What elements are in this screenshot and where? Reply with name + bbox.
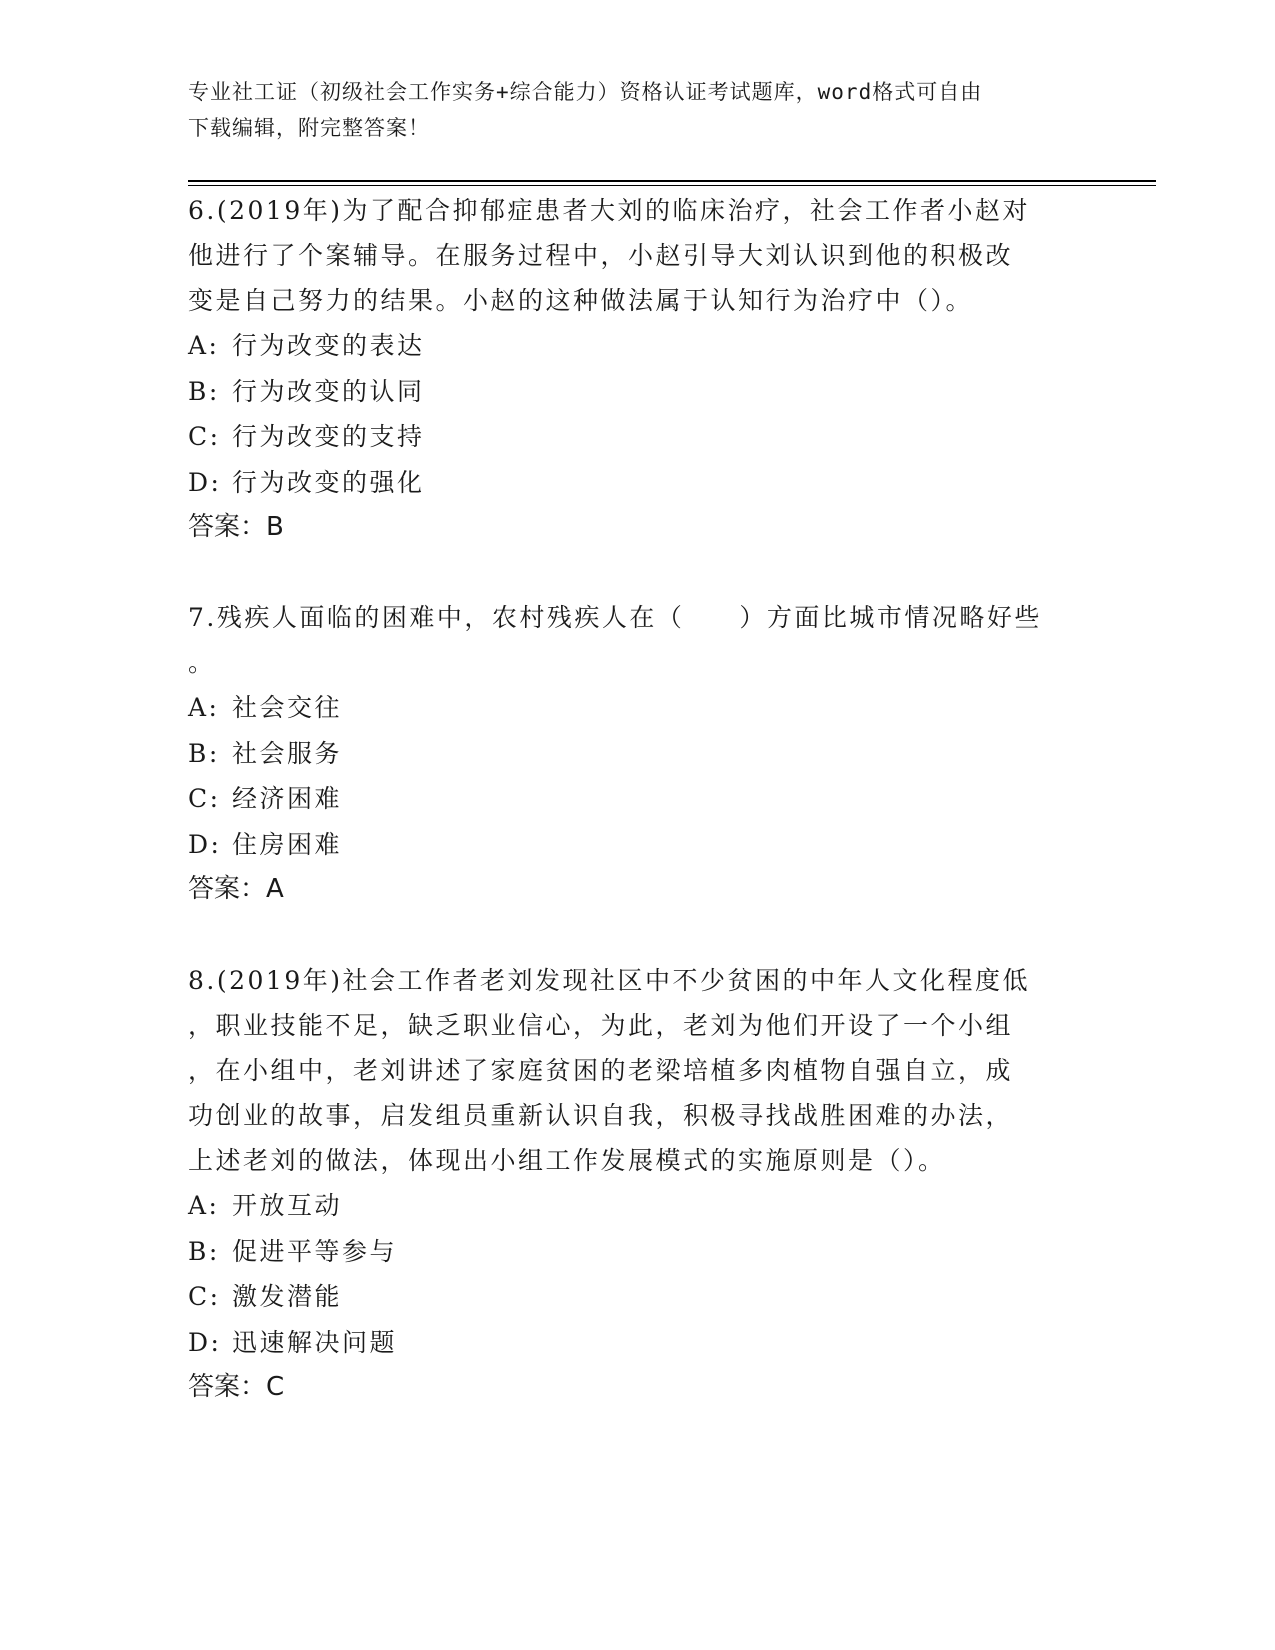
question-stem-line: 上述老刘的做法，体现出小组工作发展模式的实施原则是（）。	[188, 1146, 946, 1175]
header-line-2: 下载编辑，附完整答案！	[188, 116, 430, 140]
option-a	[188, 685, 1088, 731]
question-stem-line: ，在小组中，老刘讲述了家庭贫困的老梁培植多肉植物自强自立，成	[188, 1056, 1014, 1085]
option-c	[188, 1274, 1088, 1320]
option-a	[188, 1183, 1088, 1229]
question-stem-line: 他进行了个案辅导。在服务过程中，小赵引导大刘认识到他的积极改	[188, 241, 1014, 270]
question-7	[188, 595, 1088, 912]
question-stem-line: 功创业的故事，启发组员重新认识自我，积极寻找战胜困难的办法，	[188, 1101, 1014, 1130]
option-b	[188, 731, 1088, 777]
option-key: B:	[188, 1236, 220, 1266]
header-divider-thin	[188, 185, 1156, 186]
option-text: 住房困难	[232, 829, 343, 859]
question-8	[188, 958, 1088, 1410]
question-stem-line: 8.(2019年)社会工作者老刘发现社区中不少贫困的中年人文化程度低	[188, 966, 1030, 995]
option-key: A:	[188, 693, 220, 722]
option-text: 激发潜能	[232, 1282, 343, 1311]
header-divider-thick	[188, 180, 1156, 182]
option-text: 行为改变的强化	[232, 467, 425, 497]
option-key: D:	[188, 1327, 222, 1357]
answer-line: 答案：A	[188, 874, 284, 904]
question-stem-line: 。	[188, 648, 216, 677]
option-text: 行为改变的支持	[232, 422, 425, 451]
answer-line: 答案：B	[188, 512, 284, 542]
question-stem-line: 7.残疾人面临的困难中，农村残疾人在（ ）方面比城市情况略好些	[188, 603, 1042, 632]
option-key: C:	[188, 784, 221, 813]
option-text: 经济困难	[232, 784, 343, 813]
question-stem-line: 6.(2019年)为了配合抑郁症患者大刘的临床治疗，社会工作者小赵对	[188, 196, 1030, 225]
option-text: 行为改变的表达	[232, 331, 425, 360]
option-key: C:	[188, 422, 221, 451]
option-c	[188, 776, 1088, 822]
option-b	[188, 1229, 1088, 1275]
document-header	[188, 74, 1088, 146]
option-key: B:	[188, 376, 220, 406]
option-a	[188, 323, 1088, 369]
option-key: C:	[188, 1282, 221, 1311]
question-stem-line: ，职业技能不足，缺乏职业信心，为此，老刘为他们开设了一个小组	[188, 1011, 1014, 1040]
option-key: A:	[188, 1191, 220, 1220]
option-key: D:	[188, 829, 222, 859]
question-stem-line: 变是自己努力的结果。小赵的这种做法属于认知行为治疗中（）。	[188, 286, 974, 315]
option-d	[188, 822, 1088, 868]
option-d	[188, 1320, 1088, 1366]
header-line-1: 专业社工证（初级社会工作实务+综合能力）资格认证考试题库，word格式可自由	[188, 80, 983, 104]
question-6	[188, 188, 1088, 550]
option-text: 迅速解决问题	[232, 1327, 398, 1357]
option-text: 开放互动	[232, 1191, 343, 1220]
option-text: 社会服务	[232, 738, 343, 768]
option-text: 社会交往	[232, 693, 343, 722]
option-c	[188, 414, 1088, 460]
option-text: 促进平等参与	[232, 1236, 398, 1266]
option-d	[188, 460, 1088, 506]
option-key: A:	[188, 331, 220, 360]
option-key: D:	[188, 467, 222, 497]
answer-line: 答案：C	[188, 1372, 285, 1402]
option-text: 行为改变的认同	[232, 376, 425, 406]
option-key: B:	[188, 738, 220, 768]
option-b	[188, 369, 1088, 415]
